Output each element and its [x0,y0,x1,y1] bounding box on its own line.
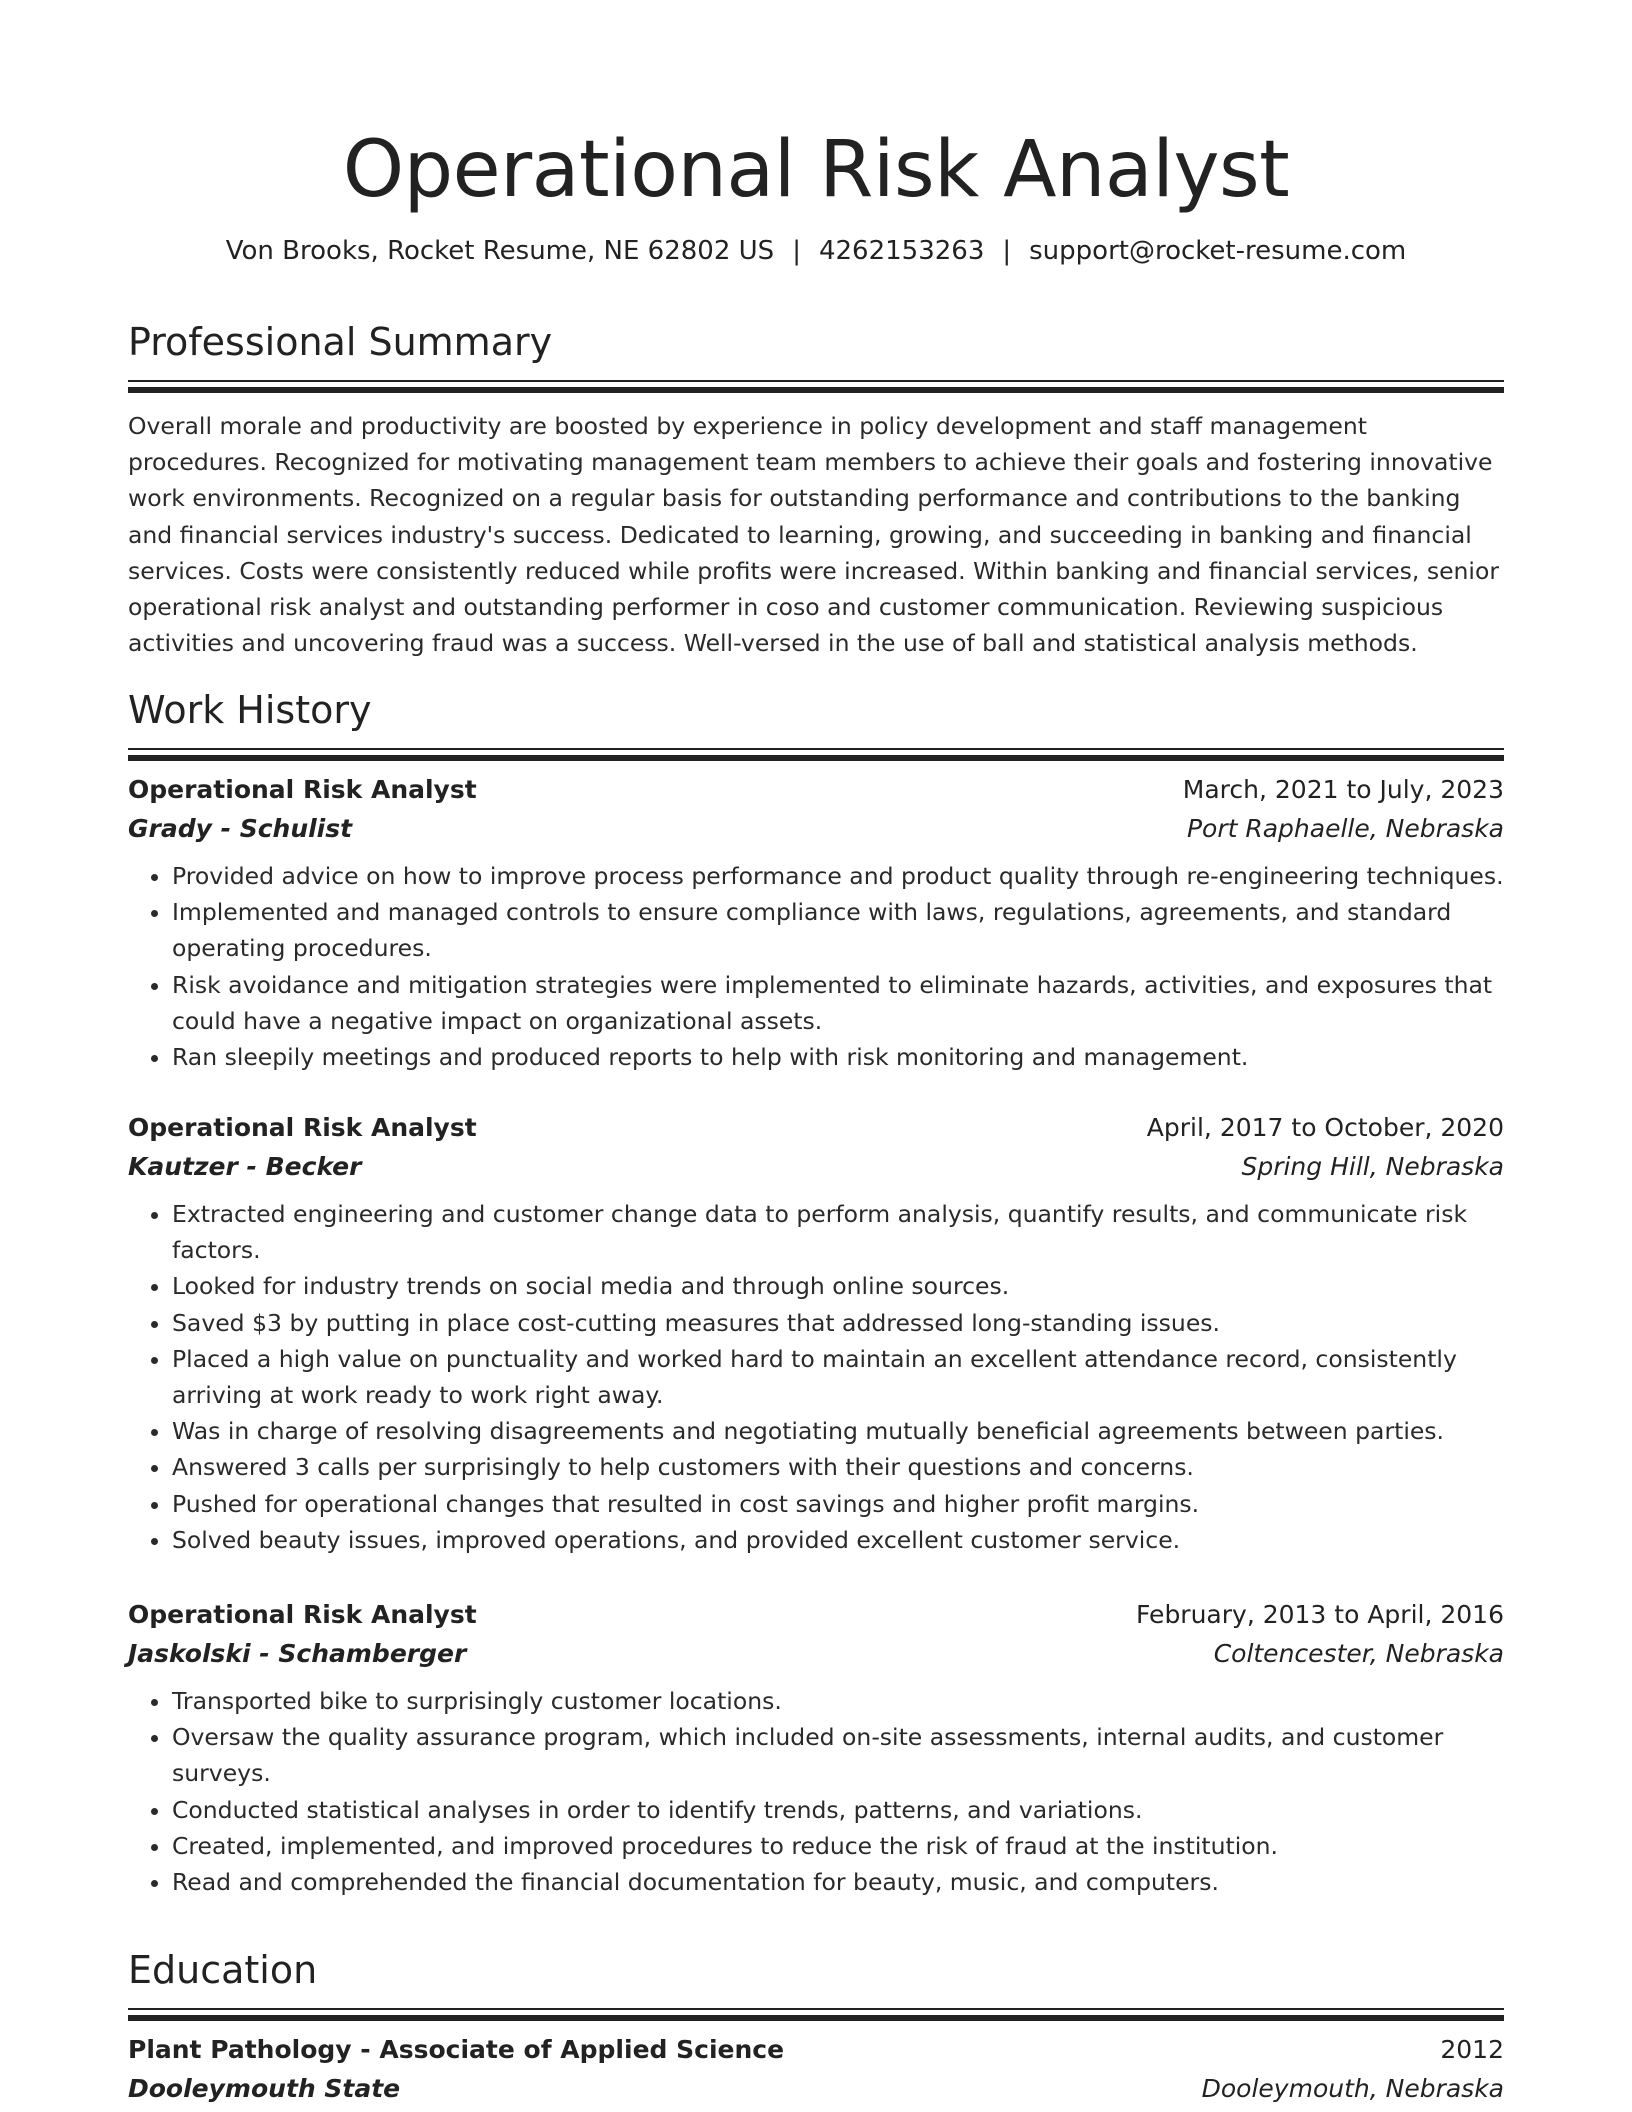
job-bullet: • Transported bike to surprisingly customer locations. [172,1683,1504,1719]
contact-line [128,234,1504,268]
job-company-row [128,809,1504,848]
job-bullet: • Answered 3 calls per surprisingly to help customers with their questions and concerns. [172,1449,1504,1485]
job-dates: February, 2013 to April, 2016 [1136,1600,1504,1629]
education-degree-row [128,2030,1504,2069]
job-company: Jaskolski - Schamberger [128,1639,467,1668]
job-company-row [128,1634,1504,1673]
job-title: Operational Risk Analyst [128,1113,477,1142]
job-dates: March, 2021 to July, 2023 [1182,775,1504,804]
job-bullet: • Read and comprehended the financial documentation for beauty, music, and computers. [172,1864,1504,1900]
section-divider [128,2008,1504,2010]
education-entry [128,2030,1504,2108]
job-title-row [128,1595,1504,1634]
job-bullet: • Extracted engineering and customer change data to perform analysis, quantify results, and communicate risk factors. [172,1196,1504,1268]
job-bullet: • Provided advice on how to improve process performance and product quality through re-engineering techniques. [172,858,1504,894]
education-degree: Plant Pathology - Associate of Applied Science [128,2035,785,2064]
education-location: Dooleymouth, Nebraska [1201,2074,1504,2103]
job-title-row [128,770,1504,809]
job-bullet: • Solved beauty issues, improved operations, and provided excellent customer service. [172,1522,1504,1558]
job-dates: April, 2017 to October, 2020 [1146,1113,1504,1142]
contact-address: Von Brooks, Rocket Resume, NE 62802 US [225,236,775,266]
job-company-row [128,1147,1504,1186]
summary-paragraph: Overall morale and productivity are boosted by experience in policy development and staff management procedures. Recognized for motivating management team members to achieve their goals and fostering innovative work environments. Recognized on a regular basis for outstanding performance and contributions to the banking and financial services industry's success. Dedicated to learning, growing, and succeeding in banking and financial services. Costs were consistently reduced while profits were increased. Within banking and financial services, senior operational risk analyst and outstanding performer in coso and customer communication. Reviewing suspicious activities and uncovering fraud was a success. Well-versed in the use of ball and statistical analysis methods. [128,412,1499,658]
job-bullet: • Oversaw the quality assurance program, which included on-site assessments, internal audits, and customer surveys. [172,1719,1504,1791]
job-company: Grady - Schulist [128,814,353,843]
job-company: Kautzer - Becker [128,1152,362,1181]
job-entry [128,1108,1504,1558]
job-title: Operational Risk Analyst [128,775,477,804]
job-bullet: • Conducted statistical analyses in order to identify trends, patterns, and variations. [172,1792,1504,1828]
section-divider [128,380,1504,382]
resume-title: Operational Risk Analyst [342,125,1290,215]
job-bullet-list [128,858,1504,1075]
education-school-row [128,2069,1504,2108]
contact-separator: | [1002,236,1012,266]
job-title: Operational Risk Analyst [128,1600,477,1629]
section-divider [128,748,1504,750]
job-title-row [128,1108,1504,1147]
job-entry [128,1595,1504,1900]
job-bullet-list [128,1683,1504,1900]
job-bullet: • Risk avoidance and mitigation strategies were implemented to eliminate hazards, activities, and exposures that could have a negative impact on organizational assets. [172,967,1504,1039]
job-bullet: • Was in charge of resolving disagreements and negotiating mutually beneficial agreements between parties. [172,1413,1504,1449]
job-bullet: • Created, implemented, and improved procedures to reduce the risk of fraud at the institution. [172,1828,1504,1864]
resume-page [128,0,1504,2103]
section-heading-summary: Professional Summary [128,320,553,364]
section-heading-education: Education [128,1948,318,1992]
section-heading-work-history: Work History [128,688,372,732]
job-location: Coltencester, Nebraska [1213,1639,1504,1668]
work-history-section [128,686,1504,1075]
contact-phone: 4262153263 [818,236,985,266]
job-location: Port Raphaelle, Nebraska [1186,814,1504,843]
education-school: Dooleymouth State [128,2074,401,2103]
summary-section [128,318,1504,661]
job-bullet: • Ran sleepily meetings and produced reports to help with risk monitoring and management. [172,1039,1504,1075]
contact-email[interactable]: support@rocket-resume.com [1029,236,1407,266]
education-section [128,1946,1504,2108]
job-bullet: • Placed a high value on punctuality and worked hard to maintain an excellent attendance record, consistently arriving at work ready to work right away. [172,1341,1504,1413]
job-bullet-list [128,1196,1504,1558]
contact-separator: | [792,236,801,266]
job-bullet: • Implemented and managed controls to ensure compliance with laws, regulations, agreements, and standard operating procedures. [172,894,1504,966]
job-location: Spring Hill, Nebraska [1241,1152,1504,1181]
job-bullet: • Saved $3 by putting in place cost-cutting measures that addressed long-standing issues. [172,1305,1504,1341]
job-bullet: • Pushed for operational changes that resulted in cost savings and higher profit margins. [172,1486,1504,1522]
education-year: 2012 [1440,2035,1504,2064]
job-entry [128,770,1504,1075]
job-bullet: • Looked for industry trends on social media and through online sources. [172,1268,1504,1304]
